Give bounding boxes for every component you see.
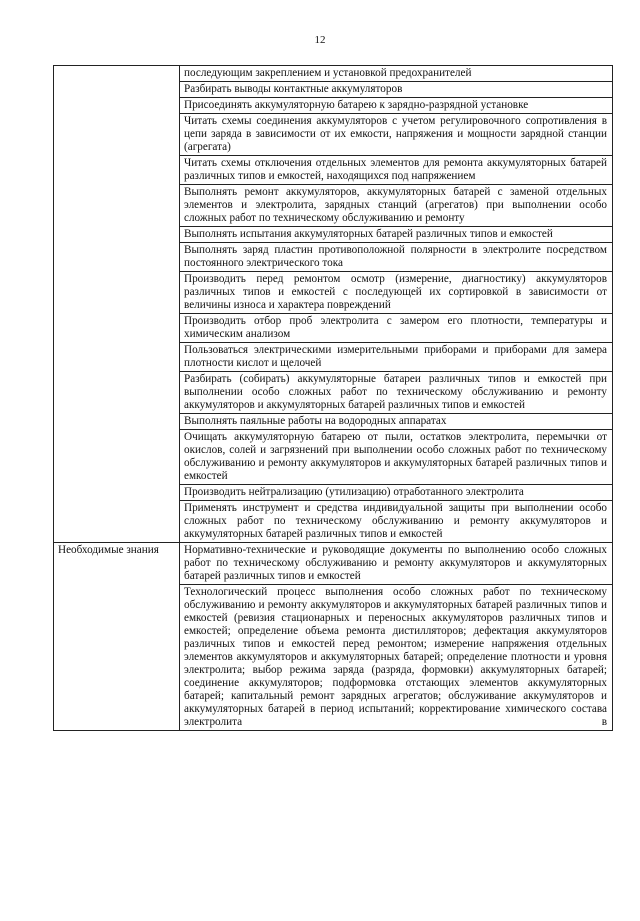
ability-cell: Производить нейтрализацию (утилизацию) отработанного электролита	[180, 485, 613, 501]
ability-cell: Выполнять заряд пластин противоположной полярности в электролите посредством постоянного электрического тока	[180, 243, 613, 272]
ability-cell: Применять инструмент и средства индивидуальной защиты при выполнении особо сложных работ по техническому обслуживанию и ремонту аккумуляторов и аккумуляторных батарей различных типов и емкостей	[180, 501, 613, 543]
ability-cell: Выполнять паяльные работы на водородных аппаратах	[180, 414, 613, 430]
knowledge-cell: Технологический процесс выполнения особо сложных работ по техническому обслуживанию и ремонту аккумуляторов и аккумуляторных батарей различных типов и емкостей (ревизия стационарных и переносных аккумуляторов различных типов и емкостей; определение объема ремонта дистилляторов; дефектация аккумуляторов различных типов и емкостей перед ремонтом; измерение напряжения отдельных элементов аккумуляторов и аккумуляторных батарей; определение плотности и уровня электролита; выбор режима заряда (разряда, формовки) аккумуляторных батарей; соединение аккумуляторов; подформовка отстающих элементов аккумуляторных батарей; капитальный ремонт зарядных агрегатов; обслуживание аккумуляторов и аккумуляторных батарей в период испытаний; корректирование химического состава электролита в	[180, 585, 613, 731]
abilities-label-cell	[54, 66, 180, 543]
ability-cell: Производить перед ремонтом осмотр (измерение, диагностику) аккумуляторов различных типов и емкостей с последующей их сортировкой в зависимости от величины износа и характера повреждений	[180, 272, 613, 314]
ability-cell: Выполнять ремонт аккумуляторов, аккумуляторных батарей с заменой отдельных элементов и электролита, зарядных станций (агрегатов) при выполнении особо сложных работ по техническому обслуживанию и ремонту	[180, 185, 613, 227]
knowledge-label: Необходимые знания	[54, 543, 180, 731]
table-row	[54, 543, 613, 585]
ability-cell: Разбирать выводы контактные аккумуляторов	[180, 82, 613, 98]
ability-cell: Присоединять аккумуляторную батарею к зарядно-разрядной установке	[180, 98, 613, 114]
ability-cell: Читать схемы отключения отдельных элементов для ремонта аккумуляторных батарей различных типов и емкостей, находящихся под напряжением	[180, 156, 613, 185]
page-number: 12	[314, 34, 326, 46]
ability-cell: Производить отбор проб электролита с замером его плотности, температуры и химическим анализом	[180, 314, 613, 343]
table-row	[54, 66, 613, 82]
ability-cell: Пользоваться электрическими измерительными приборами и приборами для замера плотности кислот и щелочей	[180, 343, 613, 372]
knowledge-cell: Нормативно-технические и руководящие документы по выполнению особо сложных работ по техническому обслуживанию и ремонту аккумуляторов и аккумуляторных батарей различных типов и емкостей	[180, 543, 613, 585]
requirements-table	[53, 65, 613, 731]
ability-cell: Разбирать (собирать) аккумуляторные батареи различных типов и емкостей при выполнении особо сложных работ по техническому обслуживанию и ремонту аккумуляторов и аккумуляторных батарей различных типов и емкостей	[180, 372, 613, 414]
ability-cell: Выполнять испытания аккумуляторных батарей различных типов и емкостей	[180, 227, 613, 243]
ability-cell: Читать схемы соединения аккумуляторов с учетом регулировочного сопротивления в цепи заряда в зависимости от их емкости, напряжения и мощности зарядной станции (агрегата)	[180, 114, 613, 156]
ability-cell: Очищать аккумуляторную батарею от пыли, остатков электролита, перемычки от окислов, солей и загрязнений при выполнении особо сложных работ по техническому обслуживанию и ремонту аккумуляторов и аккумуляторных батарей различных типов и емкостей	[180, 430, 613, 485]
ability-cell: последующим закреплением и установкой предохранителей	[180, 66, 613, 82]
